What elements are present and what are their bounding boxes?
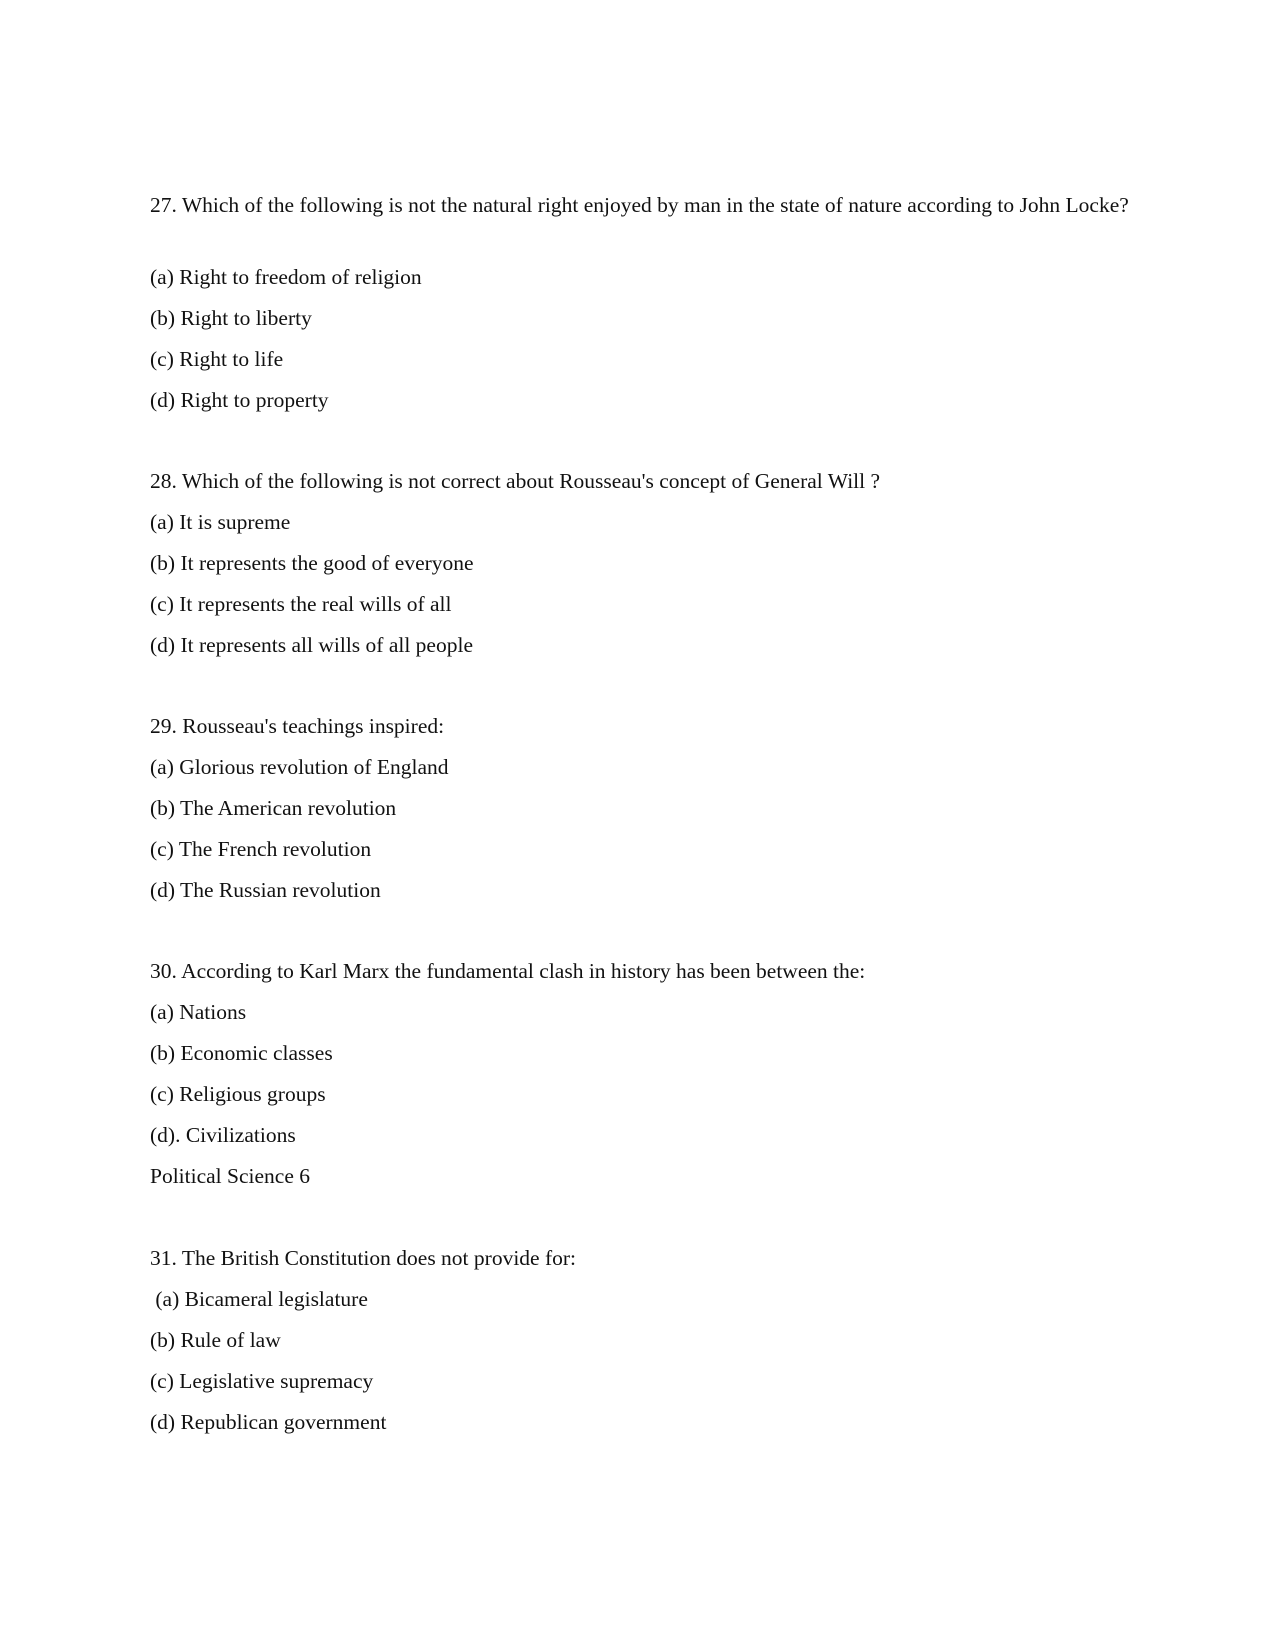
question-29-option-a: (a) Glorious revolution of England	[150, 755, 449, 779]
question-31-option-a: (a) Bicameral legislature	[150, 1287, 368, 1311]
question-31-text: 31. The British Constitution does not provide for:	[150, 1246, 577, 1270]
question-28-option-d: (d) It represents all wills of all people	[150, 633, 473, 657]
question-27-text: 27. Which of the following is not the natural right enjoyed by man in the state of nature according to John Locke?	[150, 193, 1129, 217]
question-28-option-c: (c) It represents the real wills of all	[150, 592, 452, 616]
question-31-option-c: (c) Legislative supremacy	[150, 1369, 374, 1393]
question-29-option-c: (c) The French revolution	[150, 837, 372, 861]
question-30-option-b: (b) Economic classes	[150, 1041, 333, 1065]
question-29-option-b: (b) The American revolution	[150, 796, 397, 820]
question-27-option-b: (b) Right to liberty	[150, 306, 312, 330]
question-30-text: 30. According to Karl Marx the fundamental clash in history has been between the:	[150, 959, 866, 983]
question-31-option-d: (d) Republican government	[150, 1410, 387, 1434]
question-28-text: 28. Which of the following is not correct about Rousseau's concept of General Will ?	[150, 469, 881, 493]
question-28-option-b: (b) It represents the good of everyone	[150, 551, 474, 575]
question-31-option-b: (b) Rule of law	[150, 1328, 281, 1352]
question-29-option-d: (d) The Russian revolution	[150, 878, 381, 902]
question-27-option-d: (d) Right to property	[150, 388, 329, 412]
question-30-option-a: (a) Nations	[150, 1000, 247, 1024]
question-28-option-a: (a) It is supreme	[150, 510, 291, 534]
question-30-option-c: (c) Religious groups	[150, 1082, 326, 1106]
question-27-option-a: (a) Right to freedom of religion	[150, 265, 422, 289]
question-30-option-d: (d). Civilizations	[150, 1123, 296, 1147]
question-29-text: 29. Rousseau's teachings inspired:	[150, 714, 445, 738]
page-footer-label: Political Science 6	[150, 1164, 311, 1188]
question-27-option-c: (c) Right to life	[150, 347, 284, 371]
